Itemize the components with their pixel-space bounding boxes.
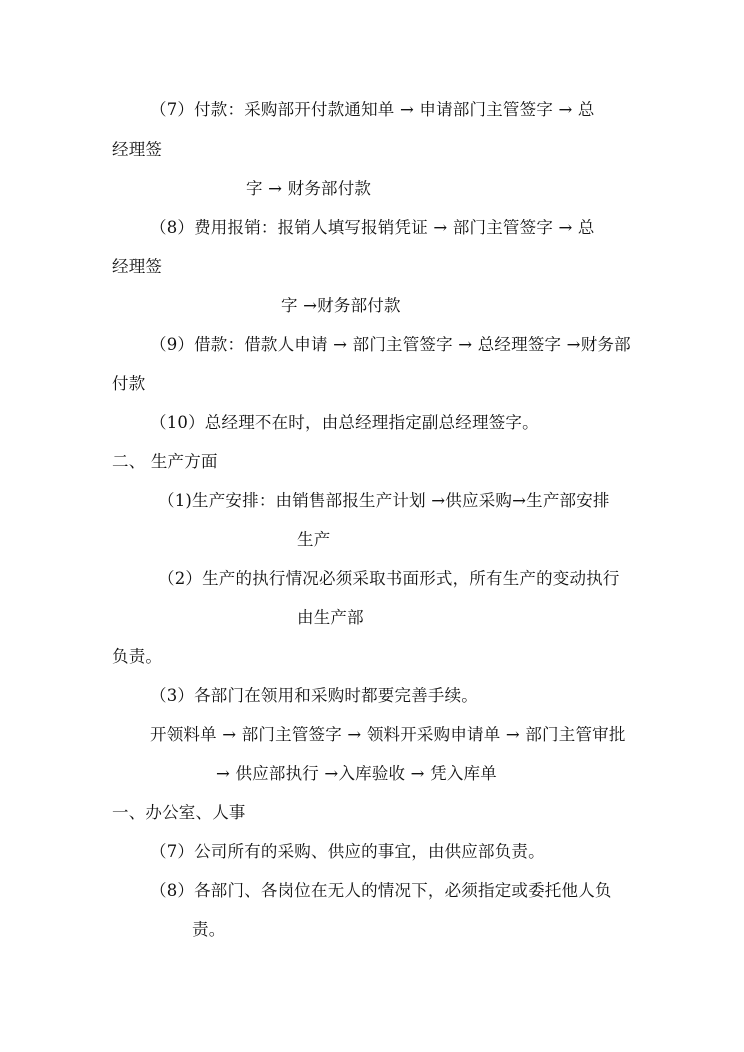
- payment-item-line-1: （7）付款：采购部开付款通知单 → 申请部门主管签字 → 总: [150, 100, 595, 119]
- payment-item-line-2: 经理签: [112, 140, 163, 159]
- production-plan-line-2: 生产: [297, 530, 331, 549]
- expense-item-line-3: 字 →财务部付款: [281, 296, 401, 315]
- production-exec-line-1: （2）生产的执行情况必须采取书面形式，所有生产的变动执行: [158, 569, 620, 588]
- section-heading-production: 二、 生产方面: [112, 452, 218, 471]
- loan-item-line-1: （9）借款：借款人申请 → 部门主管签字 → 总经理签字 →财务部: [150, 335, 631, 354]
- office-item-7: （7）公司所有的采购、供应的事宜，由供应部负责。: [150, 842, 545, 861]
- office-item-8-line-1: （8）各部门、各岗位在无人的情况下，必须指定或委托他人负: [150, 881, 612, 900]
- requisition-item: （3）各部门在领用和采购时都要完善手续。: [150, 686, 478, 705]
- office-item-8-line-2: 责。: [192, 920, 226, 939]
- production-plan-line-1: （1)生产安排：由销售部报生产计划 →供应采购→生产部安排: [158, 491, 610, 510]
- payment-item-line-3: 字 → 财务部付款: [246, 179, 372, 198]
- production-exec-line-3: 负责。: [112, 647, 163, 666]
- section-heading-office: 一、办公室、人事: [112, 803, 246, 822]
- expense-item-line-2: 经理签: [112, 257, 163, 276]
- production-exec-line-2: 由生产部: [297, 608, 364, 627]
- gm-absence-item: （10）总经理不在时，由总经理指定副总经理签字。: [150, 413, 539, 432]
- expense-item-line-1: （8）费用报销：报销人填写报销凭证 → 部门主管签字 → 总: [150, 218, 595, 237]
- requisition-flow-line-2: → 供应部执行 →入库验收 → 凭入库单: [216, 764, 497, 783]
- requisition-flow-line-1: 开领料单 → 部门主管签字 → 领料开采购申请单 → 部门主管审批: [150, 725, 626, 744]
- loan-item-line-2: 付款: [112, 374, 146, 393]
